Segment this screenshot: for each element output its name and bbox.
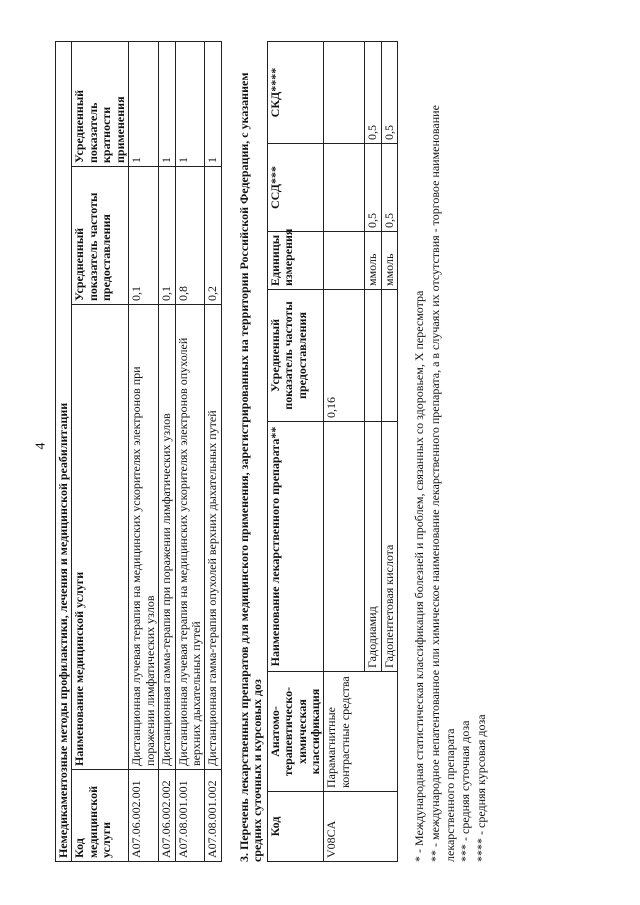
header-service-code: Код медицинской услуги	[72, 770, 129, 862]
service-code: A07.06.002.002	[159, 770, 175, 862]
footnote: **** - средняя курсовая доза	[473, 714, 488, 862]
table-row	[159, 41, 175, 861]
service-name: Дистанционная лучевая терапия на медицинских ускорителях электронов опухолей верхних дыхательных путей	[175, 305, 205, 770]
empty-cell	[381, 290, 397, 422]
service-code: A07.08.001.002	[205, 770, 221, 862]
service-frequency: 0,2	[205, 167, 221, 305]
footnote: *** - средняя суточная доза	[458, 720, 473, 862]
medical-services-table	[55, 41, 222, 862]
empty-cell	[324, 232, 365, 290]
drug-unit: ммоль	[381, 232, 397, 290]
header-skd: СКД****	[267, 42, 324, 144]
header-atc: Анатомо-терапевтическо-химическая классификация	[267, 672, 324, 792]
service-code: A07.06.002.001	[129, 770, 159, 862]
table-row	[129, 41, 159, 861]
service-multiplicity: 1	[159, 41, 175, 166]
service-name: Дистанционная гамма-терапия опухолей верхних дыхательных путей	[205, 305, 221, 770]
header-drug-name: Наименование лекарственного препарата**	[267, 422, 324, 672]
service-name: Дистанционная лучевая терапия на медицинских ускорителях электронов при поражении лимфатических узлов	[129, 305, 159, 770]
header-drug-frequency: Усредненный показатель частоты предоставления	[267, 290, 324, 422]
table-row	[175, 41, 205, 861]
drug-name: Гадопентетовая кислота	[381, 422, 397, 672]
drug-ssd: 0,5	[381, 144, 397, 232]
footnote: * - Международная статистическая классификация болезней и проблем, связанных со здоровьем, X пересмотра	[412, 290, 427, 862]
empty-cell	[324, 42, 365, 144]
empty-cell	[365, 290, 381, 422]
service-code: A07.08.001.001	[175, 770, 205, 862]
footnotes	[412, 42, 489, 862]
footnote: ** - международное непатентованное или химическое наименование лекарственного препарата, а в случаях их отсутствия - торговое наименование лекарственного препарата	[427, 105, 458, 862]
service-frequency: 0,1	[129, 167, 159, 305]
header-drug-code: Код	[267, 792, 324, 862]
service-multiplicity: 1	[175, 41, 205, 166]
header-service-name: Наименование медицинской услуги	[72, 305, 129, 770]
drug-group-code: V08CA	[324, 792, 398, 862]
drug-ssd: 0,5	[365, 144, 381, 232]
page-number: 4	[33, 442, 49, 450]
empty-cell	[324, 144, 365, 232]
empty-cell	[324, 422, 365, 672]
section-3-title: 3. Перечень лекарственных препаратов для медицинского применения, зарегистрированных на территории Российской Федерации, с указанием средних суточных и курсовых доз	[236, 72, 265, 862]
drugs-table	[267, 41, 399, 862]
header-unit: Единицы измерения	[267, 232, 324, 290]
service-name: Дистанционная гамма-терапия при поражении лимфатических узлов	[159, 305, 175, 770]
service-frequency: 0,1	[159, 167, 175, 305]
drug-skd: 0,5	[381, 42, 397, 144]
header-multiplicity: Усредненный показатель кратности применения	[72, 41, 129, 166]
rotated-page-content	[55, 40, 600, 862]
header-ssd: ССД***	[267, 144, 324, 232]
service-multiplicity: 1	[129, 41, 159, 166]
table1-caption: Немедикаментозные методы профилактики, лечения и медицинской реабилитации	[56, 41, 72, 861]
drug-unit: ммоль	[365, 232, 381, 290]
drug-group-frequency: 0,16	[324, 290, 365, 422]
drug-group-atc: Парамагнитные контрастные средства	[324, 672, 398, 792]
drug-name: Гадодиамид	[365, 422, 381, 672]
header-frequency: Усредненный показатель частоты предоставления	[72, 167, 129, 305]
table-row	[205, 41, 221, 861]
service-multiplicity: 1	[205, 41, 221, 166]
drug-skd: 0,5	[365, 42, 381, 144]
service-frequency: 0,8	[175, 167, 205, 305]
table-row	[324, 42, 365, 862]
